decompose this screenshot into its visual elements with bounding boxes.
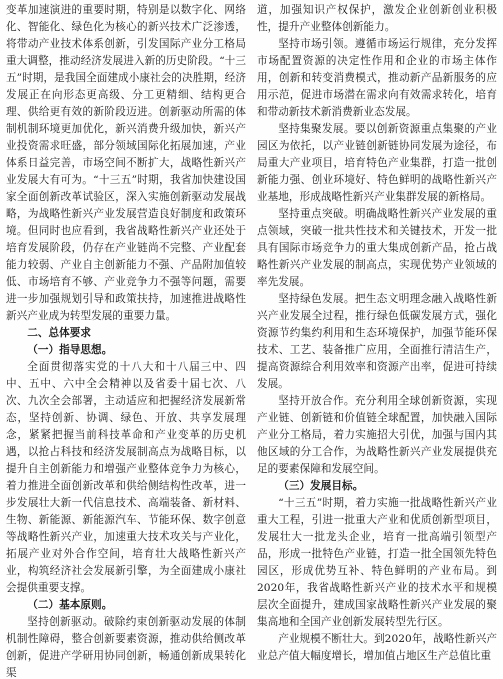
paragraph: 坚持重点突破。明确战略性新兴产业发展的重点领域，突破一批共性技术和关键技术，开发一批具有国际市场竞争力的重大集成创新产品，抢占战略性新兴产业发展的制高点，实现优势产业领域的率先发展。 bbox=[257, 208, 497, 288]
paragraph: 变革加速演进的重要时期，特别是以数字化、网络化、智能化、绿色化为核心的新兴技术广泛渗透，将带动产业技术体系创新，引发国际产业分工格局重大调整，推动经济发展进入新的历史阶段。“十三五”时期，是我国全面建成小康社会的决胜期，经济发展正在向形态更高级、分工更精细、结构更合理、供给更有效的新阶段迈进。创新驱动所需的体制机制环境更加优化，新兴消费升级加快，新兴产业投资需求旺盛，部分领域国际化拓展加速，产业体系日益完善，市场空间不断扩大，战略性新兴产业发展大有可为。“十三五”时期，我省加快建设国家全面创新改革试验区，深入实施创新驱动发展战略，为战略性新兴产业发展营造良好制度和政策环境。但同时也应看到，我省战略性新兴产业还处于培育发展阶段，仍存在产业链尚不完整、产业配套能力较弱、产业自主创新能力不强、产品附加值较低、市场培育不够、产业竞争力不强等问题，需要进一步加强规划引导和政策扶持，加速推进战略性新兴产业成为转型发展的重要力量。 bbox=[6, 4, 246, 322]
paragraph: 坚持市场引领。遵循市场运行规律，充分发挥市场配置资源的决定性作用和企业的市场主体作用，创新和转变消费模式，推动新产品新服务的应用示范，促进市场潜在需求向有效需求转化，培育和带动新技术新消费新业态发展。 bbox=[257, 38, 497, 118]
paragraph: 产业规模不断壮大。到2020年，战略性新兴产业总产值大幅度增长，增加值占地区生产总值比重 bbox=[257, 633, 497, 662]
paragraph: 坚持绿色发展。把生态文明理念融入战略性新兴产业发展全过程，推行绿色低碳发展方式，强化资源节约集约利用和生态环境保护，加强节能环保技术、工艺、装备推广应用，全面推行清洁生产，提高资源综合利用效率和资源产出率，促进可持续发展。 bbox=[257, 293, 497, 390]
section-heading: 二、总体要求 bbox=[27, 327, 92, 339]
paragraph: 坚持创新驱动。破除约束创新驱动发展的体制机制性障碍，整合创新要素资源，推动供给侧改革创新，促进产学研用协同创新，畅通创新成果转化渠 bbox=[6, 616, 246, 679]
paragraph: 道，加强知识产权保护，激发企业创新创业积极性，提升产业整体创新能力。 bbox=[257, 4, 497, 33]
right-column bbox=[257, 2, 497, 679]
subsection-heading: （二）基本原则。 bbox=[27, 599, 113, 611]
paragraph: 全面贯彻落实党的十八大和十八届三中、四中、五中、六中全会精神以及省委十届七次、八次、九次全会部署，主动适应和把握经济发展新常态，坚持创新、协调、绿色、开放、共享发展理念，紧紧把握当前科技革命和产业变革的历史机遇，以抢占科技和经济发展制高点为战略目标，以提升自主创新能力和增强产业整体竞争力为核心，着力推进全面创新改革和供给侧结构性改革，进一步发展壮大新一代信息技术、高端装备、新材料、生物、新能源、新能源汽车、节能环保、数字创意等战略性新兴产业，加速重大技术攻关与产业化，拓展产业对外合作空间，培育壮大战略性新兴产业，构筑经济社会发展新引擎，为全面建成小康社会提供重要支撑。 bbox=[6, 361, 246, 594]
left-column bbox=[6, 2, 246, 679]
paragraph: “十三五”时期，着力实施一批战略性新兴产业重大工程，引进一批重大产业和优质创新型项目，发展壮大一批龙头企业，培育一批高端引领型产品，形成一批特色产业链，打造一批全国领先特色园区，形成优势互补、特色鲜明的产业布局。到2020年，我省战略性新兴产业的技术水平和规模层次全面提升，建成国家战略性新兴产业发展的聚集高地和全国产业创新发展转型先行区。 bbox=[257, 497, 497, 628]
paragraph: 坚持开放合作。充分利用全球创新资源，实现产业链、创新链和价值链全球配置，加快融入国际产业分工格局，着力实施招大引优，加强与国内其他区域的分工合作，为战略性新兴产业发展提供充足的要素保障和发展空间。 bbox=[257, 395, 497, 475]
subsection-heading: （一）指导思想。 bbox=[27, 344, 113, 356]
paragraph: 坚持集聚发展。要以创新资源重点集聚的产业园区为依托，以产业链创新链协同发展为途径，布局重大产业项目，培育特色产业集群，打造一批创新能力强、创业环境好、特色鲜明的战略性新兴产业基地，形成战略性新兴产业集群发展的新格局。 bbox=[257, 123, 497, 203]
subsection-heading: （三）发展目标。 bbox=[278, 480, 364, 492]
